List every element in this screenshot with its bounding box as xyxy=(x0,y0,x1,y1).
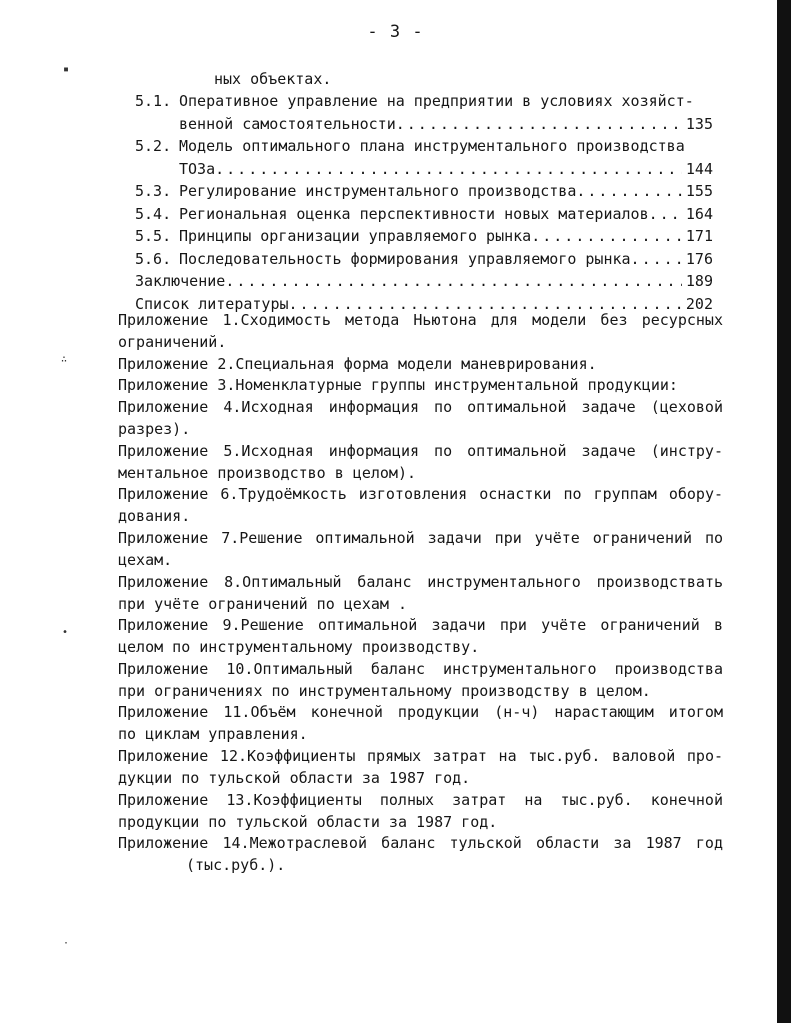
toc-page-number: 202 xyxy=(685,294,713,313)
toc-page-number: 135 xyxy=(685,114,713,133)
toc-page-number: 176 xyxy=(685,249,713,268)
toc-leader-dots xyxy=(396,113,682,135)
toc-title: Модель оптимального плана инструментального производства xyxy=(179,137,685,155)
appendix-continuation-line: дукции по тульской области за 1987 год. xyxy=(118,769,471,787)
appendix-continuation-line: ограничений. xyxy=(118,333,227,351)
appendix-continuation-line: целом по инструментальному производству. xyxy=(118,638,480,657)
appendix-entry xyxy=(118,309,723,353)
appendix-continuation-line: дования. xyxy=(118,507,191,526)
appendix-first-line: Приложение 11.Объём конечной продукции (н-ч) нарастающим итогом xyxy=(118,703,723,722)
toc-title: Список литературы xyxy=(135,294,289,313)
scan-speck: ∴ xyxy=(61,354,68,365)
appendix-continuation-line: продукции по тульской области за 1987 год. xyxy=(118,812,498,831)
toc-entry xyxy=(135,158,713,180)
appendix-entry xyxy=(118,483,723,527)
toc-page-number: 164 xyxy=(685,204,713,223)
appendix-first-line: Приложение 10.Оптимальный баланс инструментального производства xyxy=(118,659,723,678)
toc-entry xyxy=(135,180,713,202)
appendix-first-line: Приложение 9.Решение оптимальной задачи при учёте ограничений в xyxy=(118,616,723,635)
toc-entry-line xyxy=(135,135,713,157)
toc-number: 5.5. xyxy=(135,227,172,245)
appendix-first-line: Приложение 3.Номенклатурные группы инструментальной продукции: xyxy=(118,376,678,395)
toc-page-number: 171 xyxy=(685,227,713,245)
toc-entry xyxy=(135,113,713,135)
toc-page-number: 144 xyxy=(685,159,713,178)
appendix-entry xyxy=(118,789,723,833)
appendix-entry xyxy=(118,527,723,571)
toc-title: Регулирование инструментального производства xyxy=(179,182,577,200)
appendix-entry xyxy=(118,374,723,396)
toc-page-number: 189 xyxy=(685,272,713,290)
appendix-entry xyxy=(118,658,723,702)
scan-speck: · xyxy=(63,938,70,949)
appendix-continuation-line: (тыс.руб.). xyxy=(186,856,286,875)
appendix-entry xyxy=(118,614,723,658)
toc-entry xyxy=(135,270,713,292)
toc-page-number: 155 xyxy=(685,182,713,200)
appendix-continuation-line: разрез). xyxy=(118,420,191,439)
toc-leader-dots xyxy=(225,270,682,292)
appendix-first-line: Приложение 7.Решение оптимальной задачи при учёте ограничений по xyxy=(118,529,723,547)
appendix-entry xyxy=(118,832,723,876)
appendix-first-line: Приложение 1.Сходимость метода Ньютона для модели без ресурсных xyxy=(118,311,723,329)
toc-leader-dots xyxy=(631,248,682,270)
appendix-entry xyxy=(118,440,723,484)
toc-leader-dots xyxy=(576,180,682,202)
page-number: - 3 - xyxy=(367,22,424,42)
scan-speck: • xyxy=(62,627,69,638)
appendix-first-line: Приложение 14.Межотраслевой баланс тульской области за 1987 год xyxy=(118,834,723,853)
toc-entry-line xyxy=(135,90,713,112)
appendix-first-line: Приложение 12.Коэффициенты прямых затрат на тыс.руб. валовой про- xyxy=(118,747,723,765)
toc-number: 5.4. xyxy=(135,204,172,223)
toc-title: Оперативное управление на предприятии в условиях хозяйст- xyxy=(179,92,694,110)
toc-number xyxy=(135,158,179,180)
appendix-first-line: Приложение 6.Трудоёмкость изготовления оснастки по группам обору- xyxy=(118,485,723,504)
appendix-entry xyxy=(118,571,723,615)
toc-leader-dots xyxy=(215,158,682,180)
toc-number xyxy=(135,113,179,135)
toc-number: 5.1. xyxy=(135,92,172,110)
toc-title: Принципы организации управляемого рынка xyxy=(179,227,532,245)
toc-title: венной самостоятельности xyxy=(179,114,396,133)
appendix-first-line: Приложение 2.Специальная форма модели маневрирования. xyxy=(118,354,597,373)
appendix-continuation-line: при учёте ограничений по цехам . xyxy=(118,594,407,613)
toc-number: 5.6. xyxy=(135,249,172,268)
toc-title: Последовательность формирования управляемого рынка xyxy=(179,249,631,268)
toc-entry xyxy=(135,248,713,270)
appendix-entry xyxy=(118,396,723,440)
scan-speck: ▪ xyxy=(63,64,70,75)
toc-number: 5.2. xyxy=(135,137,172,155)
toc-entry xyxy=(135,203,713,225)
appendix-first-line: Приложение 4.Исходная информация по оптимальной задаче (цеховой xyxy=(118,398,723,417)
appendix-first-line: Приложение 5.Исходная информация по оптимальной задаче (инстру- xyxy=(118,441,723,460)
appendix-entry xyxy=(118,353,723,375)
toc-title: Заключение xyxy=(135,272,226,290)
toc-leader-dots xyxy=(649,203,682,225)
toc-number: 5.3. xyxy=(135,182,172,200)
appendix-first-line: Приложение 8.Оптимальный баланс инструментального производствать xyxy=(118,572,723,591)
continuation-line: ных объектах. xyxy=(214,70,332,88)
appendix-continuation-line: цехам. xyxy=(118,551,173,569)
toc-leader-dots xyxy=(531,225,682,247)
appendix-entry xyxy=(118,701,723,745)
appendix-entry xyxy=(118,745,723,789)
appendix-continuation-line: ментальное производство в целом). xyxy=(118,463,417,482)
page-edge xyxy=(777,0,791,1023)
toc-entry xyxy=(135,225,713,247)
toc-title: ТОЗа xyxy=(179,159,216,178)
appendix-continuation-line: при ограничениях по инструментальному производству в целом. xyxy=(118,681,651,700)
appendix-continuation-line: по циклам управления. xyxy=(118,725,308,744)
toc-title: Региональная оценка перспективности новых материалов xyxy=(179,204,649,223)
appendix-first-line: Приложение 13.Коэффициенты полных затрат на тыс.руб. конечной xyxy=(118,790,723,809)
